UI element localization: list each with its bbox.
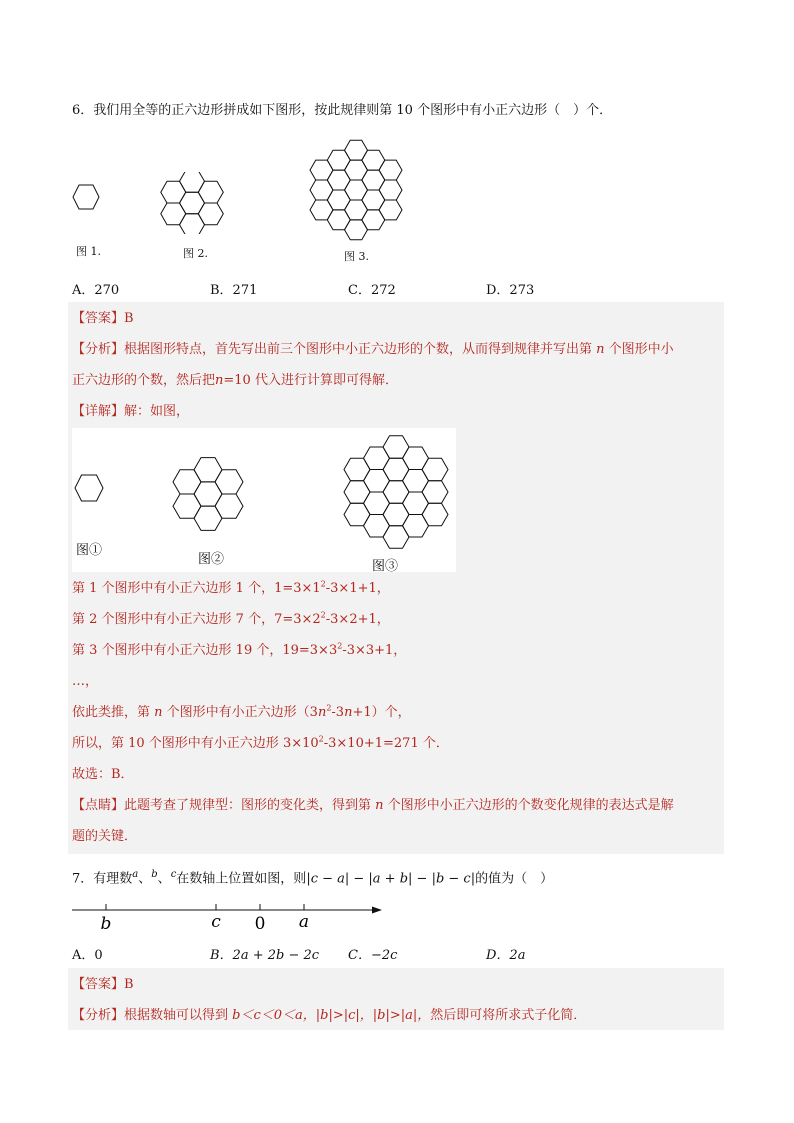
analysis-var-n: n [592,342,609,357]
q6-step-1: 第 1 个图形中有小正六边形 1 个，$1=3\times 1^2-3\times 1+1$， [72,579,390,596]
hexagon [194,506,222,530]
q6-figure-2 [158,172,226,234]
hexagon [364,447,390,470]
hexagon [364,515,390,538]
q6-figure-2-label: 图 2. [183,247,208,260]
detail-figure-1 [74,474,104,502]
hexagon [403,470,429,493]
q7-option-c[interactable]: C．−2c [348,948,398,963]
q6-detail [72,403,189,421]
hexagon [383,526,409,549]
hexagon [383,481,409,504]
axis-label-c: c [211,912,221,932]
q7-option-a[interactable]: A．0 [72,948,103,963]
q6-figure-1-label: 图 1. [76,245,101,258]
q7-analysis: 【分析】根据数轴可以得到 b＜c＜0＜a，|b|>|c|，|b|>|a|，然后即可将所求式子化简． [72,1008,587,1023]
q6-figure-3 [302,134,410,246]
hexagon [364,470,390,493]
q7-option-b[interactable]: B．2a + 2b − 2c [210,948,320,963]
q6-answer [72,310,134,328]
q7-number-line [70,898,390,934]
analysis-text: 个图形中小 [608,342,674,357]
q6-option-d[interactable]: D．273 [486,283,535,298]
q6-options [72,279,672,297]
q6-step-general: 依此类推，第 n 个图形中有小正六边形$(3n^2-3n+1)$个， [72,703,411,720]
analysis-var-n: n [215,373,224,388]
q6-analysis-line-2 [72,372,398,390]
answer-tag: 【答案】 [72,977,125,992]
analysis-tag: 【分析】 [72,1008,125,1023]
hexagon [327,210,350,230]
hexagon [422,481,448,504]
q6-detail-figure [72,428,456,572]
hexagon [383,458,409,481]
hexagon [383,503,409,526]
q7-options [72,944,672,962]
axis-label-zero: 0 [254,914,266,934]
hexagon [215,470,243,494]
hexagon [215,494,243,518]
hexagon [362,170,385,190]
q6-stem: 6．我们用全等的正六边形拼成如下图形，按此规律则第 10 个图形中有小正六边形（ ）个． [72,103,613,118]
hexagon [422,458,448,481]
hexagon [344,503,370,526]
q6-step-2: 第 2 个图形中有小正六边形 7 个，$7=3\times 2^2-3\times 2+1$， [72,610,390,627]
q7-expression: |c − a| − |a + b| − |b − c| [306,871,476,887]
detail-text: 解：如图， [124,404,190,419]
q6-step-ellipsis: …， [72,674,99,689]
hexagon [161,203,186,225]
hexagon [180,214,205,234]
hexagon [379,200,402,220]
hexagon [344,481,370,504]
hexagon [403,492,429,515]
hexagon [362,210,385,230]
hexagon [194,458,222,482]
analysis-text: 正六边形的个数，然后把 [72,373,216,388]
hexagon [403,515,429,538]
q6-figure-3-label: 图 3. [344,250,369,263]
hexagon [180,172,205,192]
q6-option-c[interactable]: C．272 [348,283,396,298]
hexagon [379,160,402,180]
hexagon [180,192,205,214]
detail-figure-2 [170,454,246,534]
hexagon [327,150,350,170]
hexagon [362,150,385,170]
analysis-text: =10 代入进行计算即可得解． [223,373,398,388]
hexagon [344,458,370,481]
hexagon [422,503,448,526]
hexagon [362,190,385,210]
q6-analysis-line-1 [72,341,674,359]
q6-option-a[interactable]: A．270 [72,283,120,298]
q7-answer [72,976,134,994]
hexagon [364,492,390,515]
detail-figure-1-label: 图① [76,543,103,558]
hexagon [327,170,350,190]
axis-label-a: a [298,912,310,932]
hexagon [173,470,201,494]
hexagon [403,447,429,470]
analysis-inequality: b＜c＜0＜a，|b|>|c|，|b|>|a|， [228,1008,431,1023]
answer-tag: 【答案】 [72,311,125,326]
q7-stem: 7．有理数$^a$、$^b$、$^c$在数轴上位置如图，则|c − a| − |a + b| − |b − c|的值为（ ） [72,869,554,887]
q6-comment-line-2: 题的关键． [72,829,138,844]
q6-option-b[interactable]: B．271 [210,283,258,298]
detail-figure-2-label: 图② [198,552,225,567]
hexagon [161,181,186,203]
hexagon [379,180,402,200]
q6-figure-1 [72,184,100,210]
q6-step-choose: 故选：B． [72,767,134,782]
comment-tag: 【点睛】 [72,798,125,813]
detail-figure-3 [336,430,456,554]
axis-label-b: b [100,914,112,934]
answer-value: B [124,311,134,326]
q6-step-result: 所以，第 10 个图形中有小正六边形 $3\times 10^2-3\times 10+1=271$ 个． [72,734,449,751]
detail-figure-3-label: 图③ [372,559,399,574]
answer-value: B [124,977,134,992]
q7-option-d[interactable]: D．2a [486,948,526,963]
analysis-tag: 【分析】 [72,342,125,357]
hexagon [194,482,222,506]
hexagon [327,190,350,210]
q6-step-3: 第 3 个图形中有小正六边形 19 个，$19=3\times 3^2-3\times 3+1$， [72,641,407,658]
analysis-text: 根据图形特点，首先写出前三个图形中小正六边形的个数，从而得到规律并写出第 [124,342,593,357]
hexagon [173,494,201,518]
q6-comment-line-1: 【点睛】此题考查了规律型：图形的变化类，得到第 n 个图形中小正六边形的个数变化规律的表达式是解 [72,798,674,813]
hexagon [383,436,409,459]
detail-tag: 【详解】 [72,404,125,419]
